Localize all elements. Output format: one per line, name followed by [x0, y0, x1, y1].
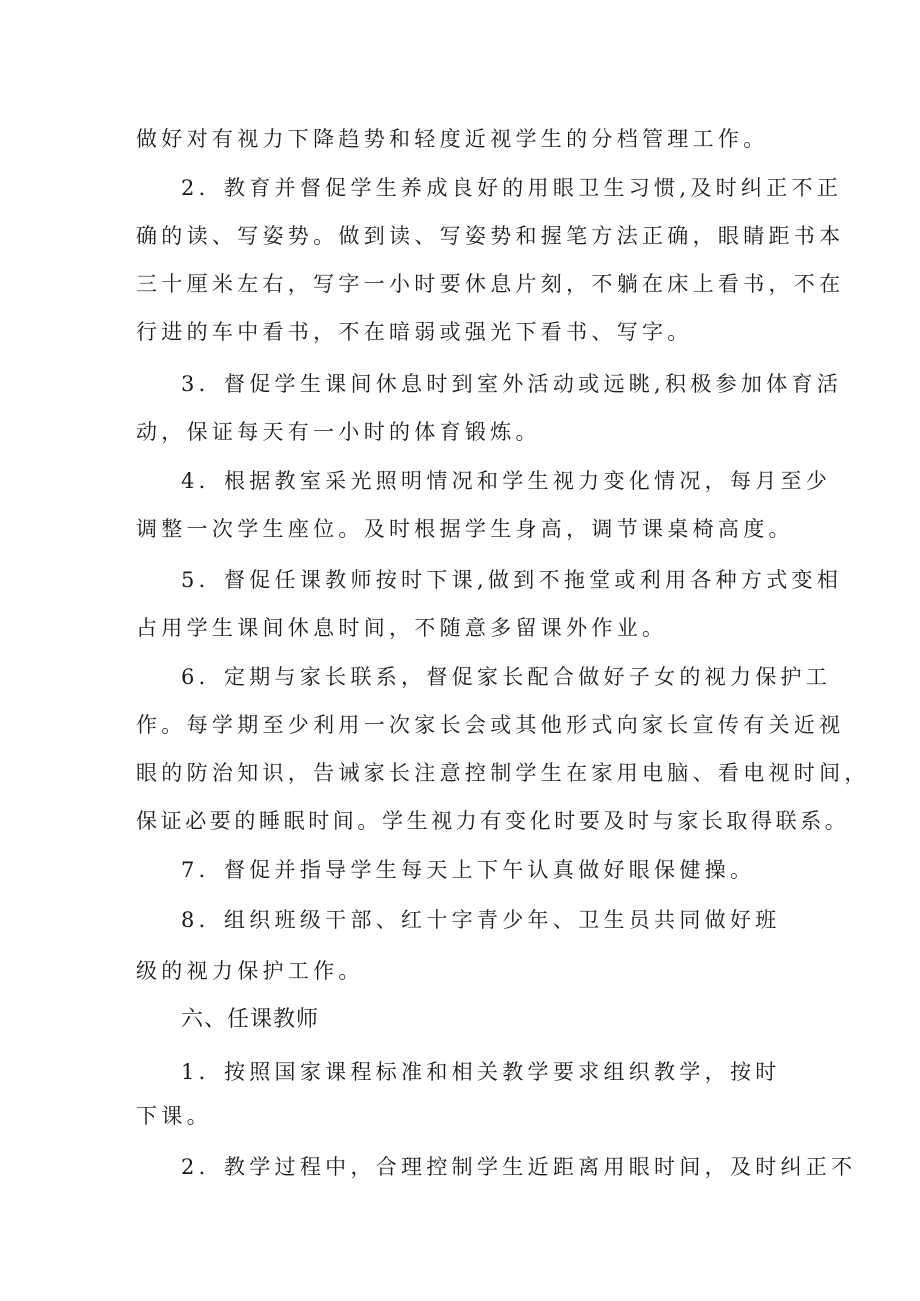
- item-3-line-2: 动，保证每天有一小时的体育锻炼。: [136, 420, 541, 444]
- item-5-line-1: 5．督促任课教师按时下课,做到不拖堂或利用各种方式变相: [181, 568, 843, 592]
- item-2-line-3: 三十厘米左右，写字一小时要休息片刻，不躺在床上看书，不在: [136, 272, 845, 296]
- item-2-line-2: 确的读、写姿势。做到读、写姿势和握笔方法正确，眼睛距书本: [136, 224, 845, 248]
- item-2-line-1: 2．教育并督促学生养成良好的用眼卫生习惯,及时纠正不正: [181, 176, 843, 200]
- item-4-line-1: 4．根据教室采光照明情况和学生视力变化情况，每月至少: [181, 469, 832, 493]
- text-line-1: 做好对有视力下降趋势和轻度近视学生的分档管理工作。: [136, 127, 769, 151]
- item-8-line-2: 级的视力保护工作。: [136, 959, 364, 983]
- teacher-item-1-line-1: 1．按照国家课程标准和相关教学要求组织教学，按时: [181, 1060, 781, 1084]
- item-3-line-1: 3．督促学生课间休息时到室外活动或远眺,积极参加体育活: [181, 372, 843, 396]
- item-5-line-2: 占用学生课间休息时间，不随意多留课外作业。: [136, 616, 668, 640]
- item-6-line-4: 保证必要的睡眠时间。学生视力有变化时要及时与家长取得联系。: [136, 809, 850, 833]
- item-8-line-1: 8．组织班级干部、红十字青少年、卫生员共同做好班: [181, 908, 781, 932]
- item-7-line-1: 7．督促并指导学生每天上下午认真做好眼保健操。: [181, 858, 756, 882]
- item-4-line-2: 调整一次学生座位。及时根据学生身高，调节课桌椅高度。: [136, 517, 794, 541]
- teacher-item-2-line-1: 2．教学过程中，合理控制学生近距离用眼时间，及时纠正不: [181, 1155, 857, 1179]
- item-6-line-1: 6．定期与家长联系，督促家长配合做好子女的视力保护工: [181, 665, 832, 689]
- item-2-line-4: 行进的车中看书，不在暗弱或强光下看书、写字。: [136, 320, 693, 344]
- teacher-item-1-line-2: 下课。: [136, 1104, 212, 1128]
- item-6-line-3: 眼的防治知识，告诫家长注意控制学生在家用电脑、看电视时间，: [136, 761, 870, 785]
- section-heading: 六、任课教师: [181, 1007, 320, 1032]
- item-6-line-2: 作。每学期至少利用一次家长会或其他形式向家长宣传有关近视: [136, 713, 845, 737]
